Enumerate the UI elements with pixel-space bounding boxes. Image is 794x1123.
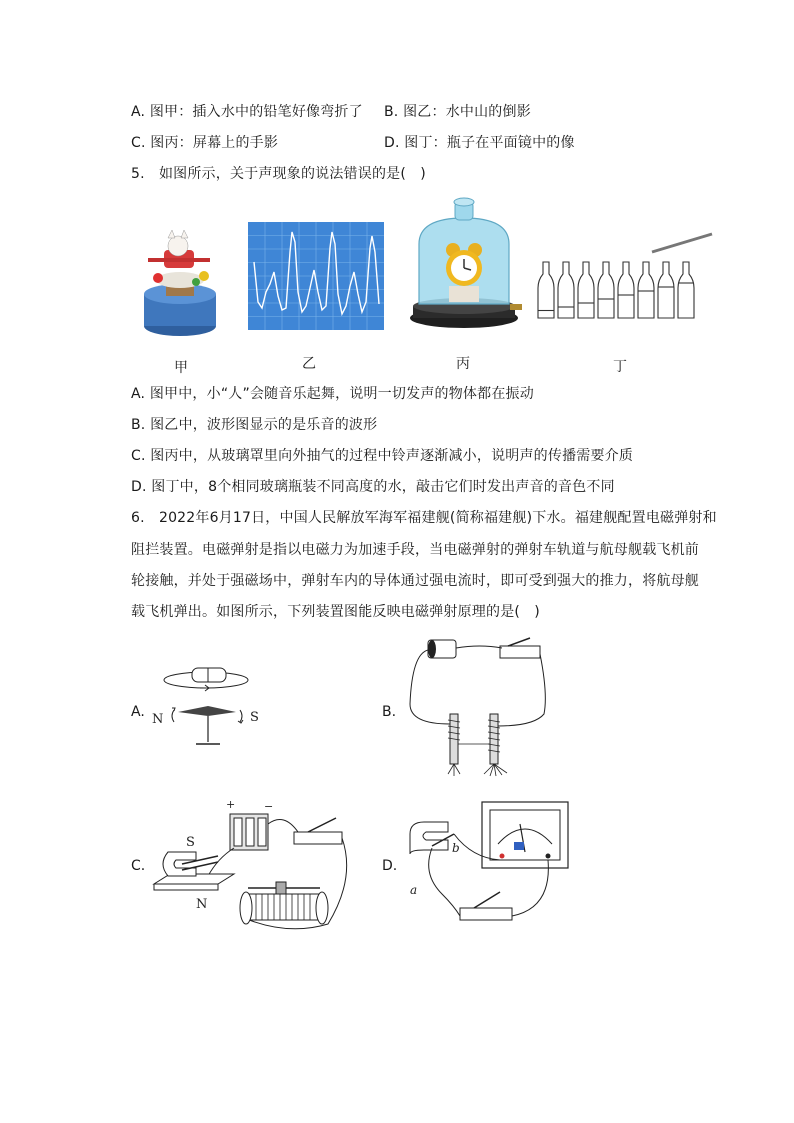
q6-label-a: A. <box>131 704 145 720</box>
fig-c-plus: + <box>226 798 236 811</box>
caption-jia: 甲 <box>174 360 188 376</box>
bottles-figure <box>534 230 714 324</box>
q5-option-c: C. 图丙中，从玻璃罩里向外抽气的过程中铃声逐渐减小，说明声的传播需要介质 <box>131 448 634 464</box>
music-box-figure <box>128 222 232 342</box>
q5-option-d: D. 图丁中，8个相同玻璃瓶装不同高度的水，敲击它们时发出声音的音色不同 <box>131 479 615 495</box>
caption-bing: 丙 <box>456 356 470 372</box>
q6-stem-line-3: 轮接触，并处于强磁场中，弹射车内的导体通过强电流时，即可受到强大的推力，将航母舰 <box>131 573 699 589</box>
q6-stem-line-4: 载飞机弹出。如图所示，下列装置图能反映电磁弹射原理的是( ) <box>131 604 540 620</box>
q5-option-b: B. 图乙中，波形图显示的是乐音的波形 <box>131 417 378 433</box>
fig-a-n-label: N <box>152 712 164 727</box>
q6-label-c: C. <box>131 858 146 874</box>
option-b-prev: B. 图乙：水中山的倒影 <box>384 104 531 120</box>
caption-ding: 丁 <box>613 359 627 375</box>
bottle <box>598 262 614 318</box>
bottle <box>558 262 574 318</box>
oersted-figure <box>148 660 278 756</box>
waveform-figure <box>248 222 384 330</box>
fig-c-minus: − <box>264 800 274 813</box>
induction-figure <box>402 798 578 932</box>
fig-c-s-label: S <box>186 835 195 850</box>
caption-yi: 乙 <box>302 356 316 372</box>
fig-d-b-label: b <box>452 841 460 855</box>
option-d-prev: D. 图丁：瓶子在平面镜中的像 <box>384 135 575 151</box>
fig-a-s-label: S <box>250 710 259 725</box>
bottle <box>538 262 554 318</box>
option-c-prev: C. 图丙：屏幕上的手影 <box>131 135 279 151</box>
option-a-prev: A. 图甲：插入水中的铅笔好像弯折了 <box>131 104 363 120</box>
bottle <box>578 262 594 318</box>
bottle <box>618 262 634 318</box>
fig-c-n-label: N <box>196 897 208 912</box>
electromagnet-figure <box>404 634 554 780</box>
fig-d-a-label: a <box>410 883 418 897</box>
motor-principle-figure <box>148 798 358 938</box>
q5-option-a: A. 图甲中，小“人”会随音乐起舞，说明一切发声的物体都在振动 <box>131 386 534 402</box>
q6-stem-line-2: 阻拦装置。电磁弹射是指以电磁力为加速手段，当电磁弹射的弹射车轨道与航母舰载飞机前 <box>131 542 699 558</box>
bottle <box>638 262 654 318</box>
bell-jar-figure <box>405 192 523 334</box>
q6-label-b: B. <box>382 704 397 720</box>
q6-label-d: D. <box>382 858 398 874</box>
bottle <box>678 262 694 318</box>
bottle <box>658 262 674 318</box>
q6-stem-line-1: 6. 2022年6月17日，中国人民解放军海军福建舰(简称福建舰)下水。福建舰配置电磁弹射和 <box>131 510 717 526</box>
q5-stem: 5. 如图所示，关于声现象的说法错误的是( ) <box>131 166 426 182</box>
